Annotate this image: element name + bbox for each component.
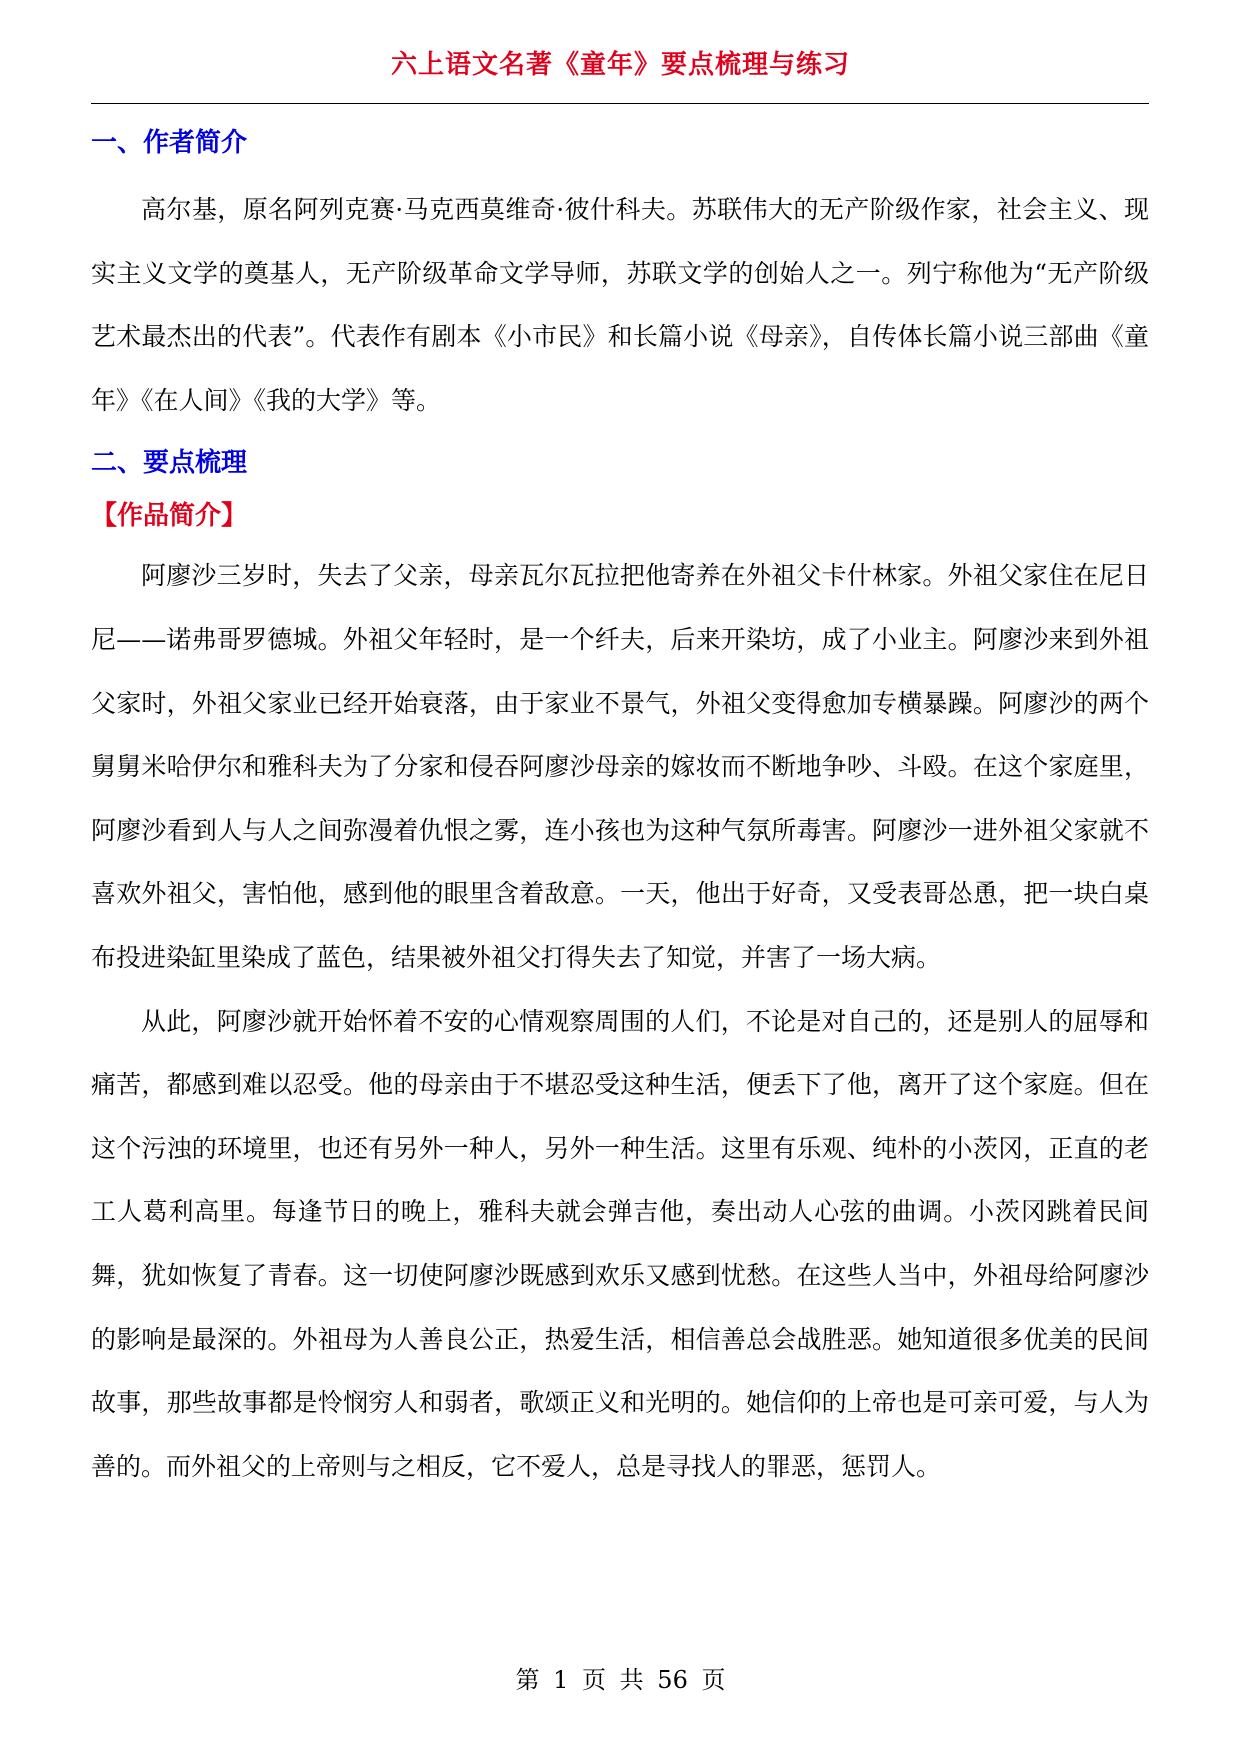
- document-body: [91, 112, 1149, 1498]
- paragraph-author-bio: 高尔基，原名阿列克赛·马克西莫维奇·彼什科夫。苏联伟大的无产阶级作家，社会主义、现实主义文学的奠基人，无产阶级革命文学导师，苏联文学的创始人之一。列宁称他为“无产阶级艺术最杰出的代表”。代表作有剧本《小市民》和长篇小说《母亲》，自传体长篇小说三部曲《童年》《在人间》《我的大学》等。: [91, 195, 1149, 415]
- page-footer: 第 1 页 共 56 页: [515, 1666, 726, 1694]
- paragraph-summary-1: 阿廖沙三岁时，失去了父亲，母亲瓦尔瓦拉把他寄养在外祖父卡什林家。外祖父家住在尼日尼——诺弗哥罗德城。外祖父年轻时，是一个纤夫，后来开染坊，成了小业主。阿廖沙来到外祖父家时，外祖父家业已经开始衰落，由于家业不景气，外祖父变得愈加专横暴躁。阿廖沙的两个舅舅米哈伊尔和雅科夫为了分家和侵吞阿廖沙母亲的嫁妆而不断地争吵、斗殴。在这个家庭里，阿廖沙看到人与人之间弥漫着仇恨之雾，连小孩也为这种气氛所毒害。阿廖沙一进外祖父家就不喜欢外祖父，害怕他，感到他的眼里含着敌意。一天，他出于好奇，又受表哥怂恿，把一块白桌布投进染缸里染成了蓝色，结果被外祖父打得失去了知觉，并害了一场大病。: [91, 561, 1149, 972]
- title-divider: [91, 103, 1149, 104]
- sub-heading-work-intro: 【作品简介】: [91, 501, 248, 532]
- document-title: 六上语文名著《童年》要点梳理与练习: [390, 50, 850, 80]
- section-heading-author: 一、作者简介: [91, 128, 248, 158]
- section-key-points: [91, 438, 1149, 1498]
- paragraph-summary-2: 从此，阿廖沙就开始怀着不安的心情观察周围的人们，不论是对自己的，还是别人的屈辱和痛苦，都感到难以忍受。他的母亲由于不堪忍受这种生活，便丢下了他，离开了这个家庭。但在这个污浊的环境里，也还有另外一种人，另外一种生活。这里有乐观、纯朴的小茨冈，正直的老工人葛利高里。每逢节日的晚上，雅科夫就会弹吉他，奏出动人心弦的曲调。小茨冈跳着民间舞，犹如恢复了青春。这一切使阿廖沙既感到欢乐又感到忧愁。在这些人当中，外祖母给阿廖沙的影响是最深的。外祖母为人善良公正，热爱生活，相信善总会战胜恶。她知道很多优美的民间故事，那些故事都是怜悯穷人和弱者，歌颂正义和光明的。她信仰的上帝也是可亲可爱，与人为善的。而外祖父的上帝则与之相反，它不爱人，总是寻找人的罪恶，惩罚人。: [91, 1006, 1149, 1481]
- section-author-intro: [91, 118, 1149, 432]
- section-heading-key-points: 二、要点梳理: [91, 448, 248, 479]
